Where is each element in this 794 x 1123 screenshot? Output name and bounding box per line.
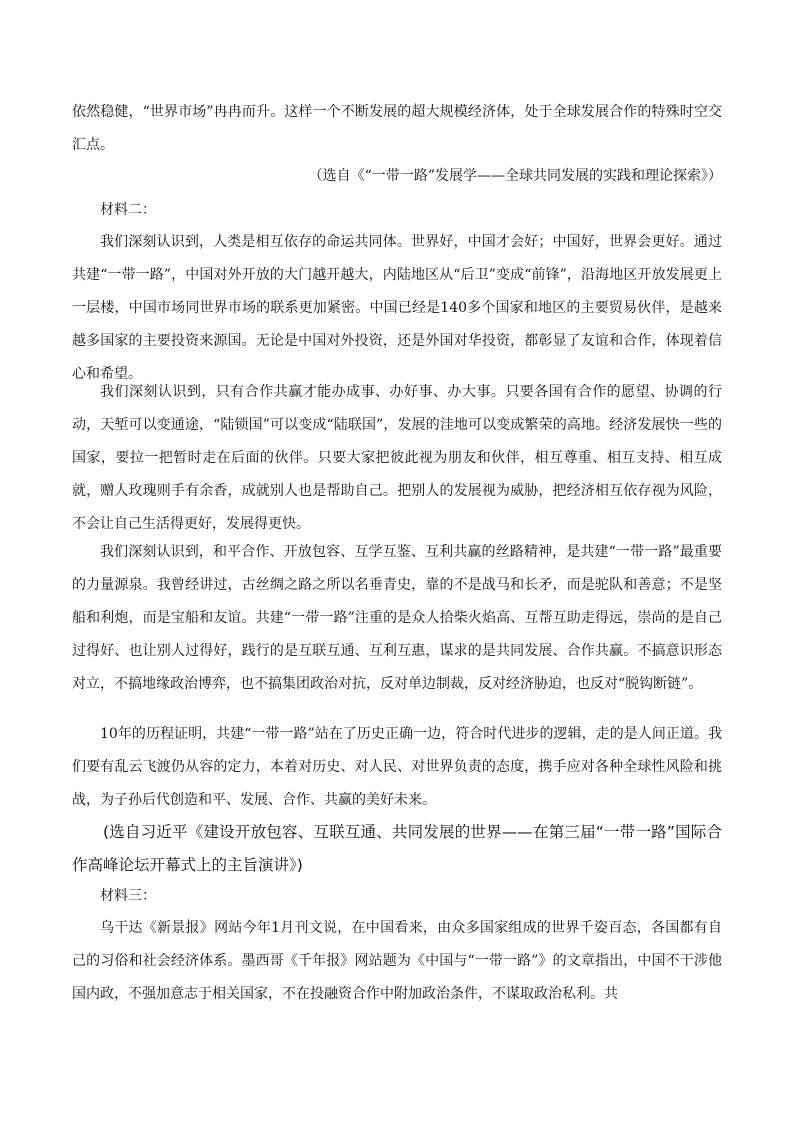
- material-3-label: 材料三：: [100, 888, 156, 904]
- material-2-paragraph-3: 我们深刻认识到，和平合作、开放包容、互学互鉴、互利共赢的丝路精神，是共建“一带一路”最重要的力量源泉。我曾经讲过，古丝绸之路之所以名垂青史，靠的不是战马和长矛，而是驼队和善意；不是坚船和利炮，而是宝船和友谊。共建“一带一路”注重的是众人拾柴火焰高、互帮互助走得远，崇尚的是自己过得好、也让别人过得好，践行的是互联互通、互利互惠，谋求的是共同发展、合作共赢。不搞意识形态对立，不搞地缘政治博弈，也不搞集团政治对抗，反对单边制裁，反对经济胁迫，也反对“脱钩断链”。: [72, 544, 722, 692]
- material-3-paragraph-1: 乌干达《新景报》网站今年1月刊文说，在中国看来，由众多国家组成的世界千姿百态，各国都有自己的习俗和社会经济体系。墨西哥《千年报》网站题为《中国与“一带一路”》的文章指出，中国不干涉他国内政，不强加意志于相关国家，不在投融资合作中附加政治条件，不谋取政治私利。共: [72, 920, 722, 1002]
- material-2-paragraph-2: 我们深刻认识到，只有合作共赢才能办成事、办好事、办大事。只要各国有合作的愿望、协调的行动，天堑可以变通途，“陆锁国”可以变成“陆联国”，发展的洼地可以变成繁荣的高地。经济发展快一些的国家，要拉一把暂时走在后面的伙伴。只要大家把彼此视为朋友和伙伴，相互尊重、相互支持、相互成就，赠人玫瑰则手有余香，成就别人也是帮助自己。把别人的发展视为威胁，把经济相互依存视为风险，不会让自己生活得更好，发展得更快。: [72, 384, 722, 532]
- material-2-paragraph-1: 我们深刻认识到，人类是相互依存的命运共同体。世界好，中国才会好；中国好，世界会更好。通过共建“一带一路”，中国对外开放的大门越开越大，内陆地区从“后卫”变成“前锋”，沿海地区开放发展更上一层楼，中国市场同世界市场的联系更加紧密。中国已经是140多个国家和地区的主要贸易伙伴，是越来越多国家的主要投资来源国。无论是中国对外投资，还是外国对华投资，都彰显了友谊和合作，体现着信心和希望。: [72, 234, 722, 382]
- material-2-label: 材料二：: [100, 202, 156, 218]
- citation-2: (选自习近平《建设开放包容、互联互通、共同发展的世界——在第三届“一带一路”国际合作高峰论坛开幕式上的主旨演讲》): [72, 823, 722, 874]
- citation-1: （选自《“一带一路”发展学——全球共同发展的实践和理论探索》）: [308, 168, 722, 184]
- paragraph-continuation: 依然稳健，“世界市场”冉冉而升。这样一个不断发展的超大规模经济体，处于全球发展合作的特殊时空交汇点。: [72, 104, 722, 153]
- material-2-paragraph-4: 10年的历程证明，共建“一带一路”站在了历史正确一边，符合时代进步的逻辑，走的是人间正道。我们要有乱云飞渡仍从容的定力，本着对历史、对人民、对世界负责的态度，携手应对各种全球性风险和挑战，为子孙后代创造和平、发展、合作、共赢的美好未来。: [72, 726, 722, 808]
